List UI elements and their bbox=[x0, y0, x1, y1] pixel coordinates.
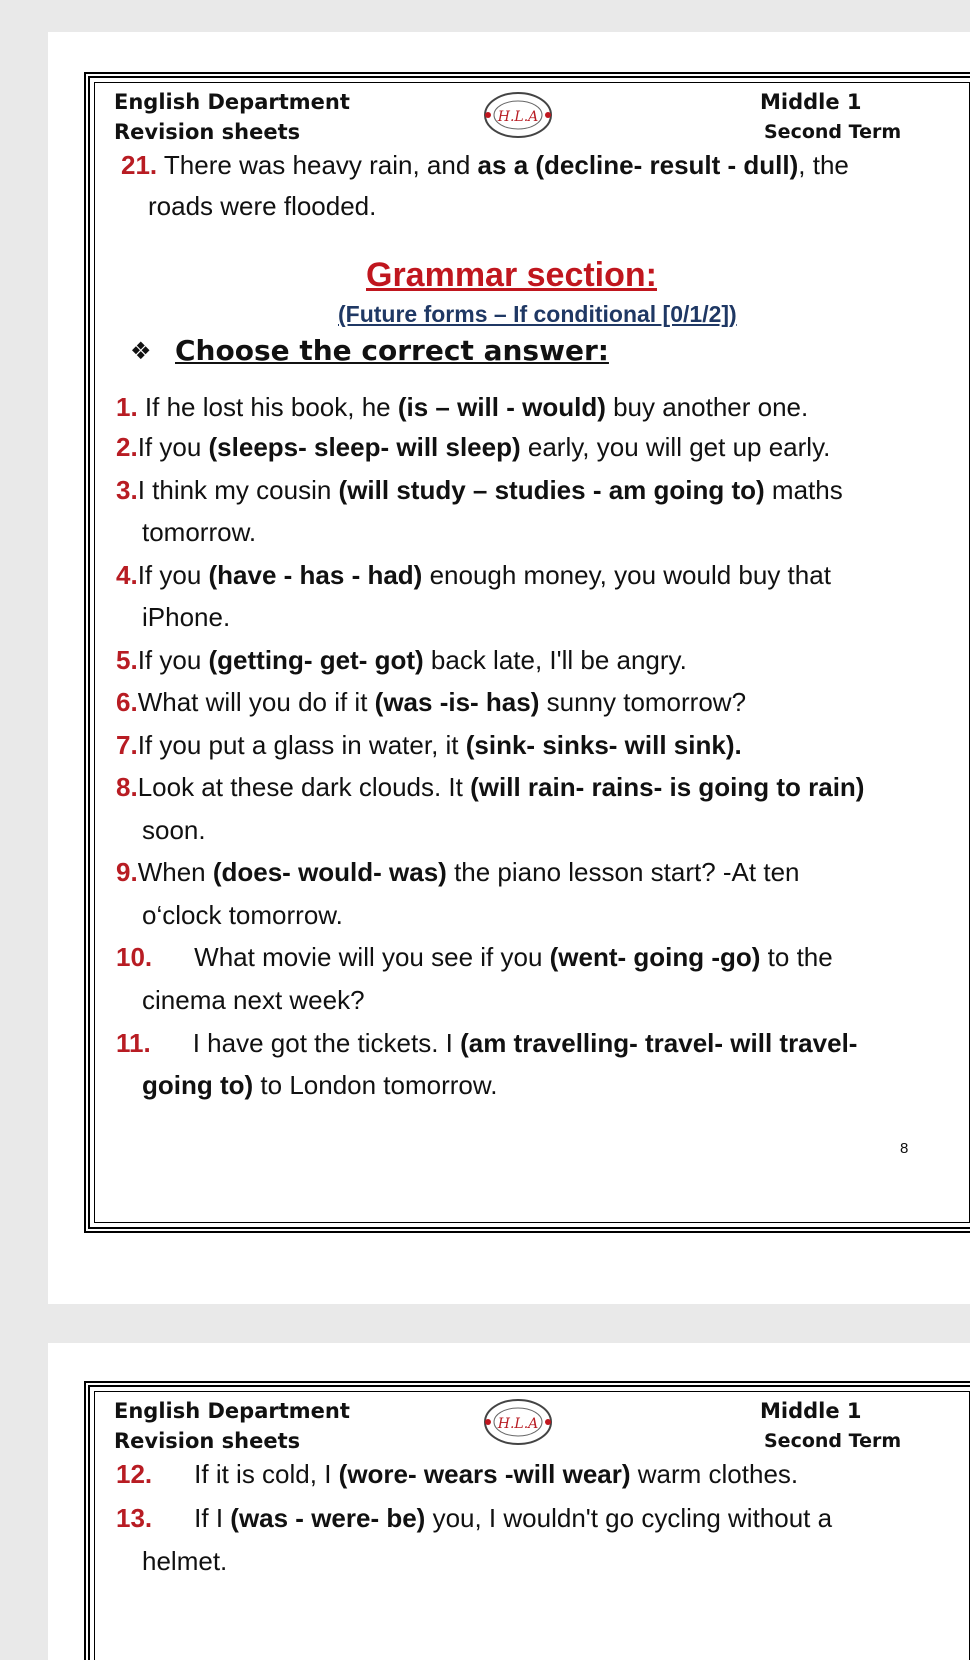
question-21-line2: roads were flooded. bbox=[148, 191, 377, 221]
department-label: English Department bbox=[114, 1399, 350, 1423]
grammar-section-title: Grammar section: bbox=[366, 256, 657, 294]
revision-sheets-label: Revision sheets bbox=[114, 120, 301, 144]
term-label: Second Term bbox=[764, 1430, 902, 1452]
question-21: 21. There was heavy rain, and as a (decline- result - dull), the bbox=[121, 150, 849, 180]
revision-sheets-label: Revision sheets bbox=[114, 1429, 301, 1453]
question-item: 11. I have got the tickets. I (am travelling- travel- will travel- bbox=[116, 1028, 858, 1058]
question-item: 3.I think my cousin (will study – studies - am going to) maths bbox=[116, 475, 843, 505]
question-item-continued: cinema next week? bbox=[142, 985, 365, 1015]
page-sheet-1 bbox=[48, 32, 970, 1304]
page-number: 8 bbox=[900, 1140, 909, 1157]
question-item: 2.If you (sleeps- sleep- will sleep) early, you will get up early. bbox=[116, 432, 831, 462]
diamond-bullet-icon: ❖ bbox=[130, 337, 152, 365]
question-item-continued: going to) to London tomorrow. bbox=[142, 1070, 498, 1100]
question-item: 13. If I (was - were- be) you, I wouldn't go cycling without a bbox=[116, 1503, 833, 1533]
grammar-subtitle: (Future forms – If conditional [0/1/2]) bbox=[338, 301, 737, 327]
question-item: 10. What movie will you see if you (went- going -go) to the bbox=[116, 942, 833, 972]
term-label: Second Term bbox=[764, 121, 902, 143]
question-item: 9.When (does- would- was) the piano lesson start? -At ten bbox=[116, 857, 800, 887]
question-item: 6.What will you do if it (was -is- has) sunny tomorrow? bbox=[116, 687, 747, 717]
question-item: 1. If he lost his book, he (is – will - would) buy another one. bbox=[116, 392, 809, 422]
instruction-heading: Choose the correct answer: bbox=[175, 334, 609, 367]
question-item: 12. If it is cold, I (wore- wears -will wear) warm clothes. bbox=[116, 1459, 799, 1489]
question-item: 5.If you (getting- get- got) back late, I'll be angry. bbox=[116, 645, 687, 675]
question-item: 8.Look at these dark clouds. It (will rain- rains- is going to rain) bbox=[116, 772, 865, 802]
question-item: 4.If you (have - has - had) enough money, you would buy that bbox=[116, 560, 831, 590]
question-item: 7.If you put a glass in water, it (sink- sinks- will sink). bbox=[116, 730, 742, 760]
question-item-continued: helmet. bbox=[142, 1546, 228, 1576]
grade-label: Middle 1 bbox=[760, 1399, 862, 1423]
question-item-continued: tomorrow. bbox=[142, 517, 257, 547]
question-item-continued: o‘clock tomorrow. bbox=[142, 900, 343, 930]
question-item-continued: soon. bbox=[142, 815, 206, 845]
page-sheet-2 bbox=[48, 1343, 970, 1660]
logo-text: H.L.A bbox=[497, 109, 539, 125]
question-item-continued: iPhone. bbox=[142, 602, 231, 632]
school-logo bbox=[482, 90, 554, 140]
department-label: English Department bbox=[114, 90, 350, 114]
grade-label: Middle 1 bbox=[760, 90, 862, 114]
school-logo bbox=[482, 1397, 554, 1447]
logo-text: H.L.A bbox=[497, 1416, 539, 1432]
